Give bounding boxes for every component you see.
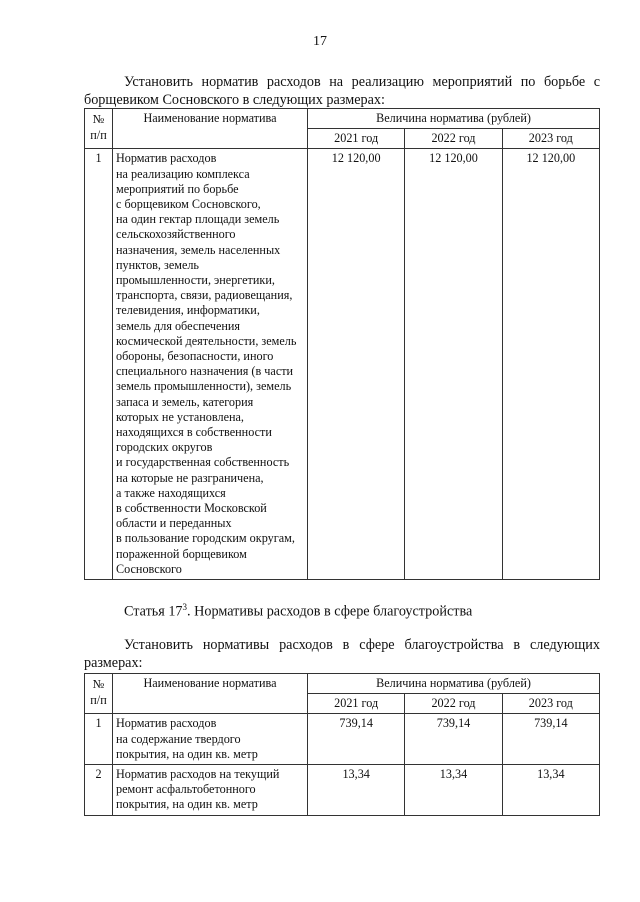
table-row bbox=[85, 149, 600, 580]
header-number-line2: п/п bbox=[90, 693, 107, 707]
article-heading-suffix: . Нормативы расходов в сфере благоустройства bbox=[187, 603, 473, 620]
row-norm-name: Норматив расходов на содержание твердого покрытия, на один кв. метр bbox=[113, 714, 308, 765]
header-number-line1: № bbox=[92, 112, 105, 126]
table-borshchevik-norm bbox=[84, 108, 600, 580]
row-number: 1 bbox=[85, 149, 113, 580]
row-value-2021: 13,34 bbox=[308, 765, 405, 816]
header-number bbox=[85, 109, 113, 149]
row-number: 1 bbox=[85, 714, 113, 765]
page-number: 17 bbox=[313, 34, 327, 49]
header-year-2021: 2021 год bbox=[308, 694, 405, 714]
row-number: 2 bbox=[85, 765, 113, 816]
header-norm-value: Величина норматива (рублей) bbox=[308, 674, 600, 694]
paragraph-blagoustroystvo: Установить нормативы расходов в сфере благоустройства в следующих размерах: bbox=[84, 637, 600, 671]
header-year-2023: 2023 год bbox=[502, 694, 599, 714]
header-number bbox=[85, 674, 113, 714]
row-norm-name: Норматив расходов на текущий ремонт асфальтобетонного покрытия, на один кв. метр bbox=[113, 765, 308, 816]
row-value-2023: 13,34 bbox=[502, 765, 599, 816]
paragraph-borshchevik: Установить норматив расходов на реализацию мероприятий по борьбе с борщевиком Сосновского в следующих размерах: bbox=[84, 74, 600, 108]
row-value-2023: 12 120,00 bbox=[502, 149, 599, 580]
header-norm-value: Величина норматива (рублей) bbox=[308, 109, 600, 129]
table-row bbox=[85, 765, 600, 816]
header-number-line2: п/п bbox=[90, 128, 107, 142]
row-norm-name: Норматив расходов на реализацию комплекса мероприятий по борьбе с борщевиком Сосновского, на один гектар площади земель сельскохозяйственного назначения, земель населенных пунктов, земель промышленности, энергетики, транспорта, связи, радиовещания, телевидения, информатики, земель для обеспечения космической деятельности, земель обороны, безопасности, иного специального назначения (в части земель промышленности), земель запаса и земель, категория которых не установлена, находящихся в собственности городских округов и государственная собственность на которые не разграничена, а также находящихся в собственности Московской области и переданных в пользование городским округам, пораженной борщевиком Сосновского bbox=[113, 149, 308, 580]
article-heading-prefix: Статья 17 bbox=[124, 603, 183, 620]
header-norm-name: Наименование норматива bbox=[113, 674, 308, 714]
table-blagoustroystvo-norms bbox=[84, 673, 600, 816]
row-value-2021: 739,14 bbox=[308, 714, 405, 765]
header-year-2022: 2022 год bbox=[405, 694, 502, 714]
article-heading bbox=[124, 602, 472, 621]
header-year-2022: 2022 год bbox=[405, 129, 502, 149]
header-number-line1: № bbox=[92, 677, 105, 691]
row-value-2021: 12 120,00 bbox=[308, 149, 405, 580]
article-heading-superscript: 3 bbox=[182, 602, 188, 612]
table-row bbox=[85, 714, 600, 765]
row-value-2022: 12 120,00 bbox=[405, 149, 502, 580]
row-value-2023: 739,14 bbox=[502, 714, 599, 765]
row-value-2022: 13,34 bbox=[405, 765, 502, 816]
row-value-2022: 739,14 bbox=[405, 714, 502, 765]
header-year-2021: 2021 год bbox=[308, 129, 405, 149]
header-year-2023: 2023 год bbox=[502, 129, 599, 149]
header-norm-name: Наименование норматива bbox=[113, 109, 308, 149]
